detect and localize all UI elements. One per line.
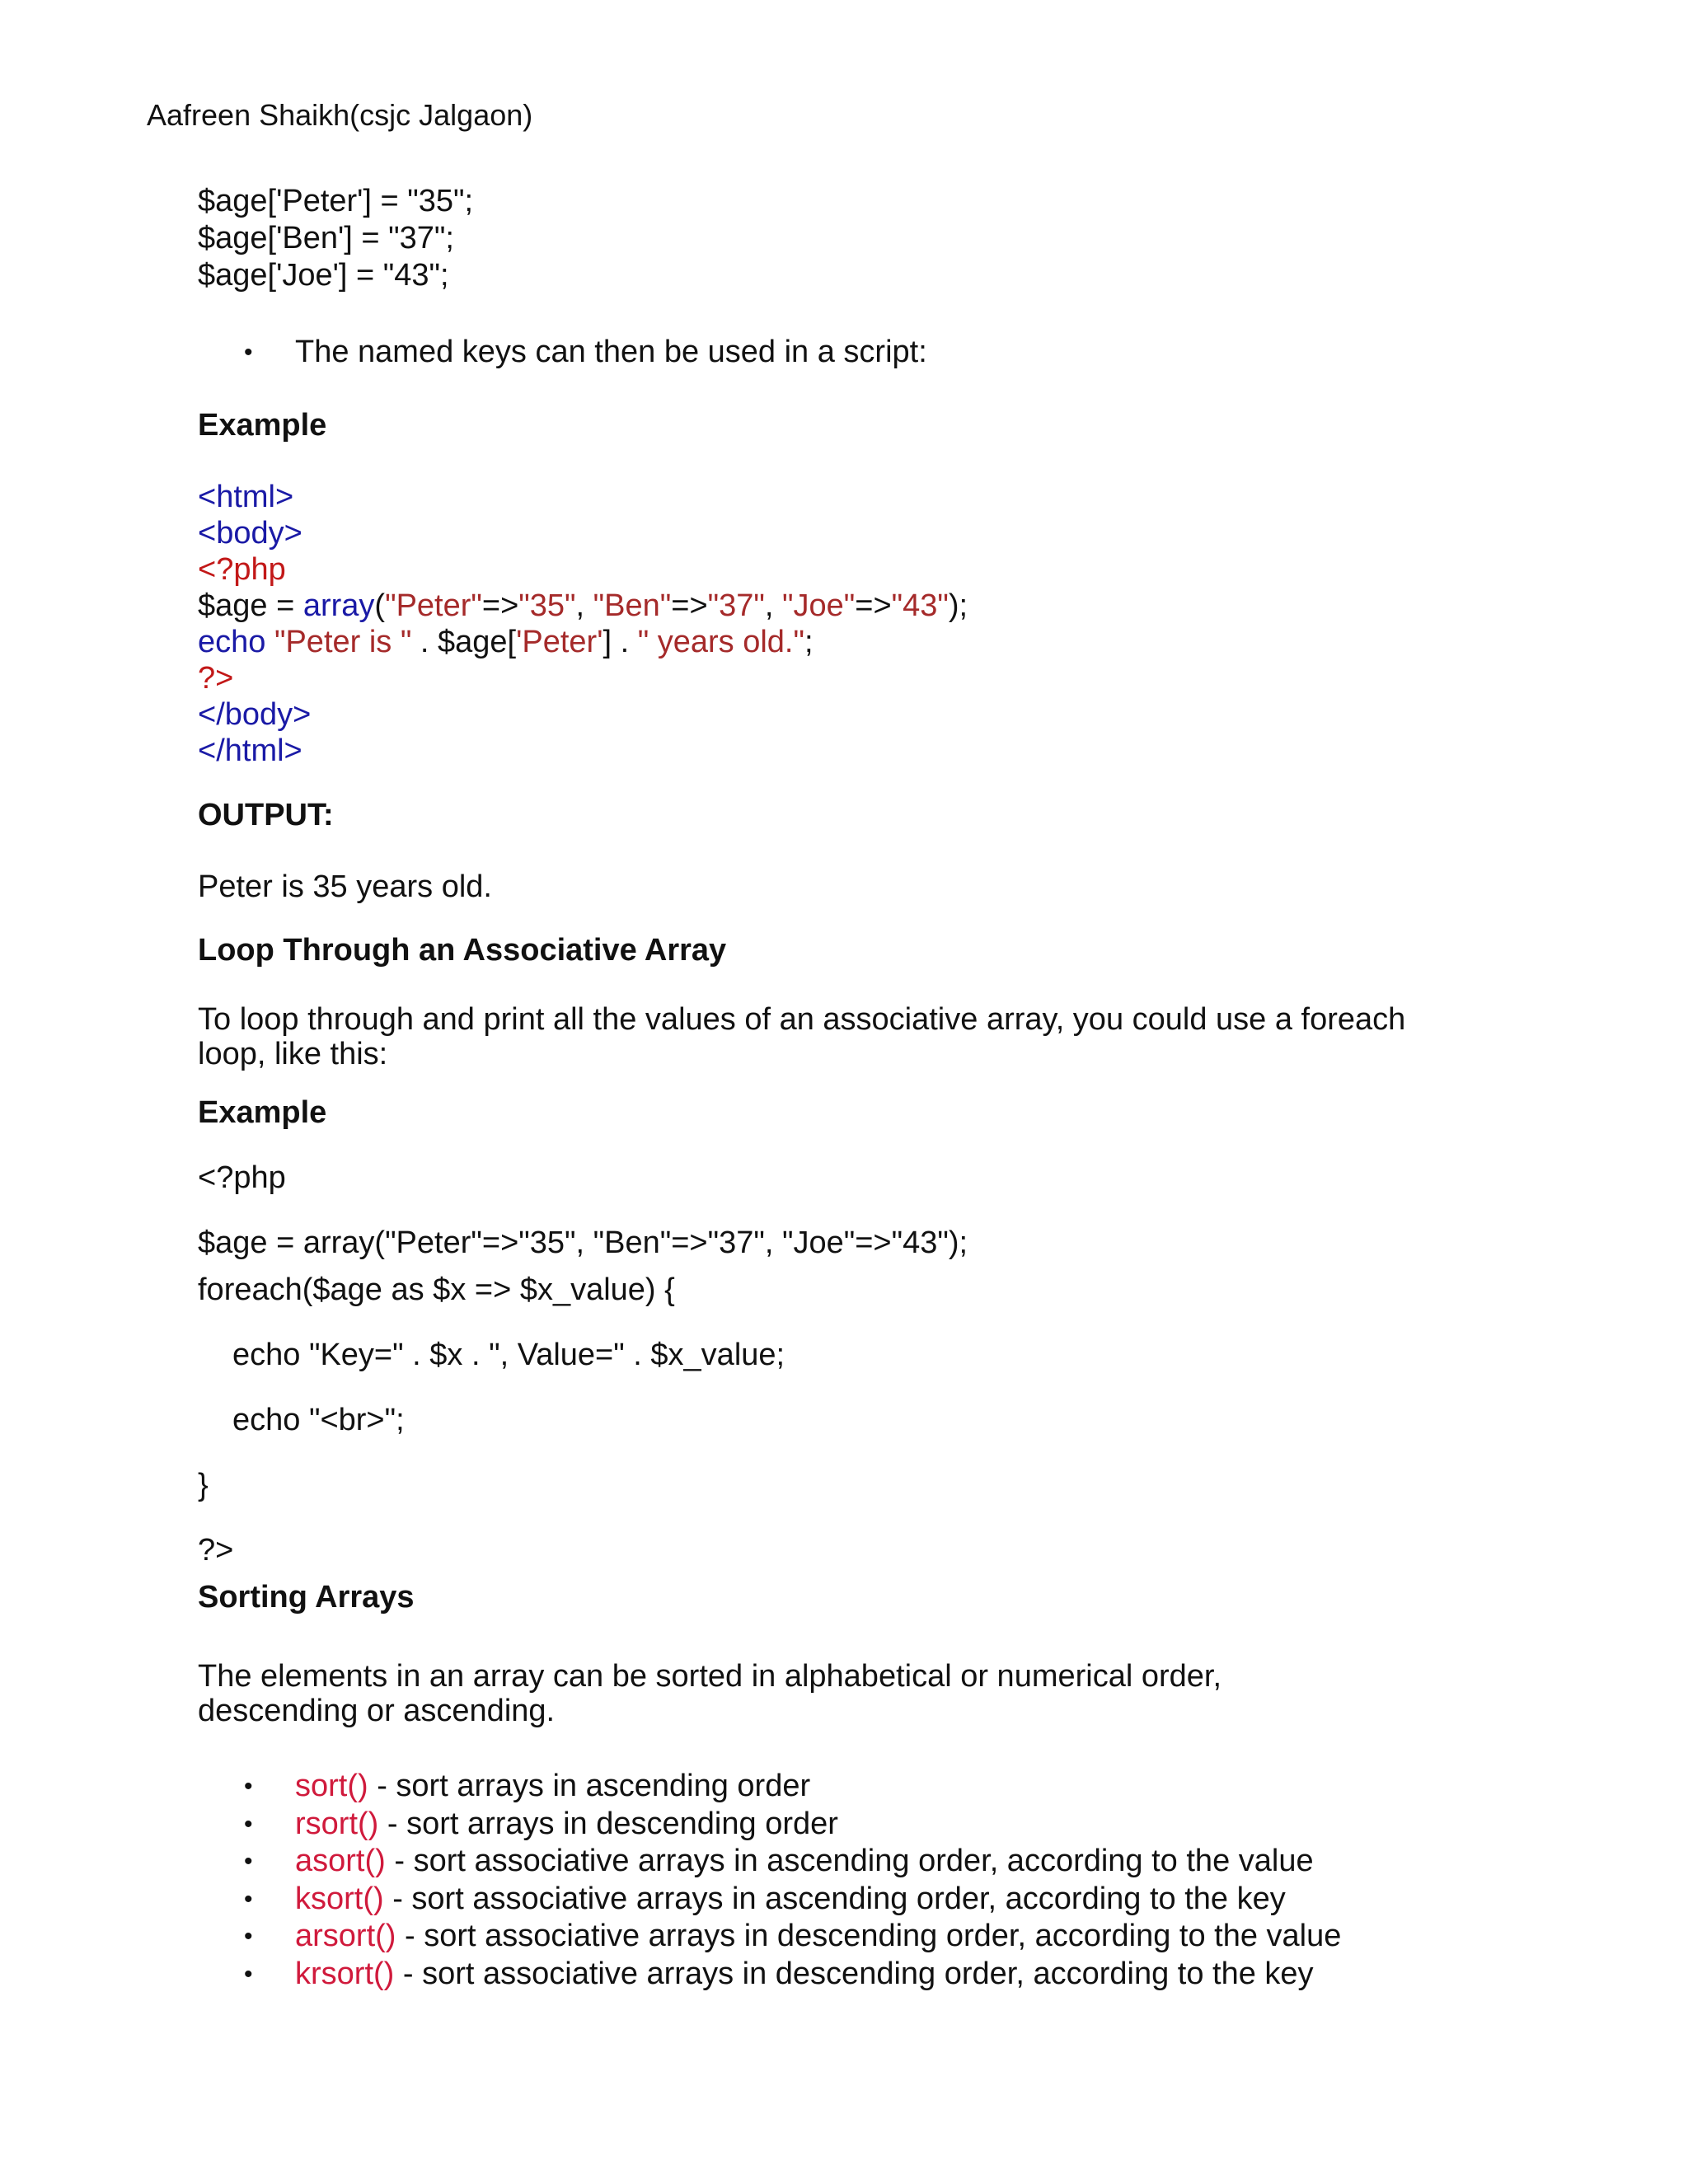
code-token-string: " years old."	[637, 625, 804, 659]
code-line-php-close: ?>	[198, 661, 234, 696]
code-token: $age =	[198, 588, 303, 623]
code-block-example-1	[198, 479, 1566, 769]
code-token: =>	[481, 588, 519, 623]
code-token: ] .	[603, 625, 638, 659]
code-line-php-open: <?php	[198, 1160, 286, 1195]
section-heading-example: Example	[198, 1095, 327, 1130]
code-line-age-array	[198, 588, 1566, 624]
paragraph-line: The elements in an array can be sorted in alphabetical or numerical order,	[198, 1659, 1222, 1694]
code-token-string: "Peter is "	[274, 625, 412, 659]
code-line-body-open: <body>	[198, 516, 302, 551]
function-description: - sort associative arrays in ascending order, according to the key	[383, 1881, 1286, 1916]
bullet-icon: •	[244, 1810, 253, 1838]
function-name: sort()	[295, 1769, 368, 1803]
output-text: Peter is 35 years old.	[198, 869, 492, 904]
code-line-php-open: <?php	[198, 552, 286, 587]
code-line-body-close: </body>	[198, 697, 312, 732]
code-line-html-open: <html>	[198, 480, 294, 514]
code-token: (	[374, 588, 386, 623]
code-token-string: "Ben"	[593, 588, 672, 623]
function-name: krsort()	[295, 1956, 395, 1991]
code-line-echo-key: echo "Key=" . $x . ", Value=" . $x_value;	[232, 1338, 785, 1372]
sort-functions-list	[198, 1768, 1566, 1993]
function-description: - sort arrays in ascending order	[368, 1769, 811, 1803]
function-description: - sort associative arrays in descending order, according to the value	[396, 1919, 1342, 1953]
page-content	[198, 183, 1566, 1993]
code-token: =>	[855, 588, 892, 623]
list-item-ksort	[198, 1881, 1566, 1919]
function-name: asort()	[295, 1844, 386, 1878]
sorting-paragraph	[198, 1659, 1566, 1728]
bullet-icon: •	[244, 1923, 253, 1950]
code-token-string: "35"	[518, 588, 576, 623]
list-item-arsort	[198, 1918, 1566, 1956]
function-name: rsort()	[295, 1806, 379, 1841]
list-item-sort	[198, 1768, 1566, 1806]
bullet-item-named-keys	[198, 334, 1566, 371]
section-heading-output: OUTPUT:	[198, 798, 334, 832]
code-line-close-brace: }	[198, 1468, 209, 1502]
code-token-string: "Peter"	[385, 588, 482, 623]
code-token-function: array	[302, 588, 375, 623]
code-token-keyword: echo	[198, 625, 274, 659]
page-header-author: Aafreen Shaikh(csjc Jalgaon)	[147, 98, 533, 132]
code-token-string: "37"	[707, 588, 765, 623]
code-line-html-close: </html>	[198, 733, 302, 768]
code-token: );	[948, 588, 968, 623]
paragraph-line: To loop through and print all the values of an associative array, you could use a foreach	[198, 1002, 1406, 1037]
code-block-example-2	[198, 1160, 1566, 1569]
code-line-age-array: $age = array("Peter"=>"35", "Ben"=>"37", "Joe"=>"43");	[198, 1226, 968, 1260]
section-heading-sorting: Sorting Arrays	[198, 1580, 415, 1615]
list-item-rsort	[198, 1806, 1566, 1844]
list-item-asort	[198, 1843, 1566, 1881]
bullet-text: The named keys can then be used in a script:	[295, 335, 927, 369]
code-line: $age['Ben'] = "37";	[198, 221, 454, 255]
code-token-string: "Joe"	[782, 588, 856, 623]
code-token-string: 'Peter'	[516, 625, 603, 659]
bullet-icon: •	[244, 1960, 253, 1988]
function-name: arsort()	[295, 1919, 396, 1953]
code-token: ,	[764, 588, 783, 623]
bullet-icon: •	[244, 339, 253, 366]
section-heading-loop: Loop Through an Associative Array	[198, 933, 727, 968]
code-token: ;	[804, 625, 814, 659]
code-block-age-assignments	[198, 183, 1566, 294]
bullet-icon: •	[244, 1773, 253, 1800]
paragraph-line: descending or ascending.	[198, 1694, 556, 1728]
code-token: =>	[671, 588, 708, 623]
bullet-icon: •	[244, 1848, 253, 1875]
code-line: $age['Peter'] = "35";	[198, 184, 474, 218]
function-description: - sort associative arrays in descending order, according to the key	[394, 1956, 1314, 1991]
code-token: ,	[575, 588, 593, 623]
function-name: ksort()	[295, 1881, 384, 1916]
function-description: - sort arrays in descending order	[378, 1806, 838, 1841]
bullet-icon: •	[244, 1885, 253, 1913]
function-description: - sort associative arrays in ascending order, according to the value	[385, 1844, 1314, 1878]
code-line-echo-br: echo "<br>";	[232, 1403, 405, 1437]
code-line: $age['Joe'] = "43";	[198, 258, 449, 293]
code-token: . $age[	[411, 625, 517, 659]
code-line-echo	[198, 624, 1566, 660]
code-line-foreach: foreach($age as $x => $x_value) {	[198, 1272, 675, 1307]
code-line-php-close: ?>	[198, 1533, 234, 1568]
list-item-krsort	[198, 1956, 1566, 1994]
section-heading-example: Example	[198, 408, 327, 443]
loop-paragraph	[198, 1002, 1566, 1071]
code-token-string: "43"	[891, 588, 949, 623]
paragraph-line: loop, like this:	[198, 1037, 388, 1071]
